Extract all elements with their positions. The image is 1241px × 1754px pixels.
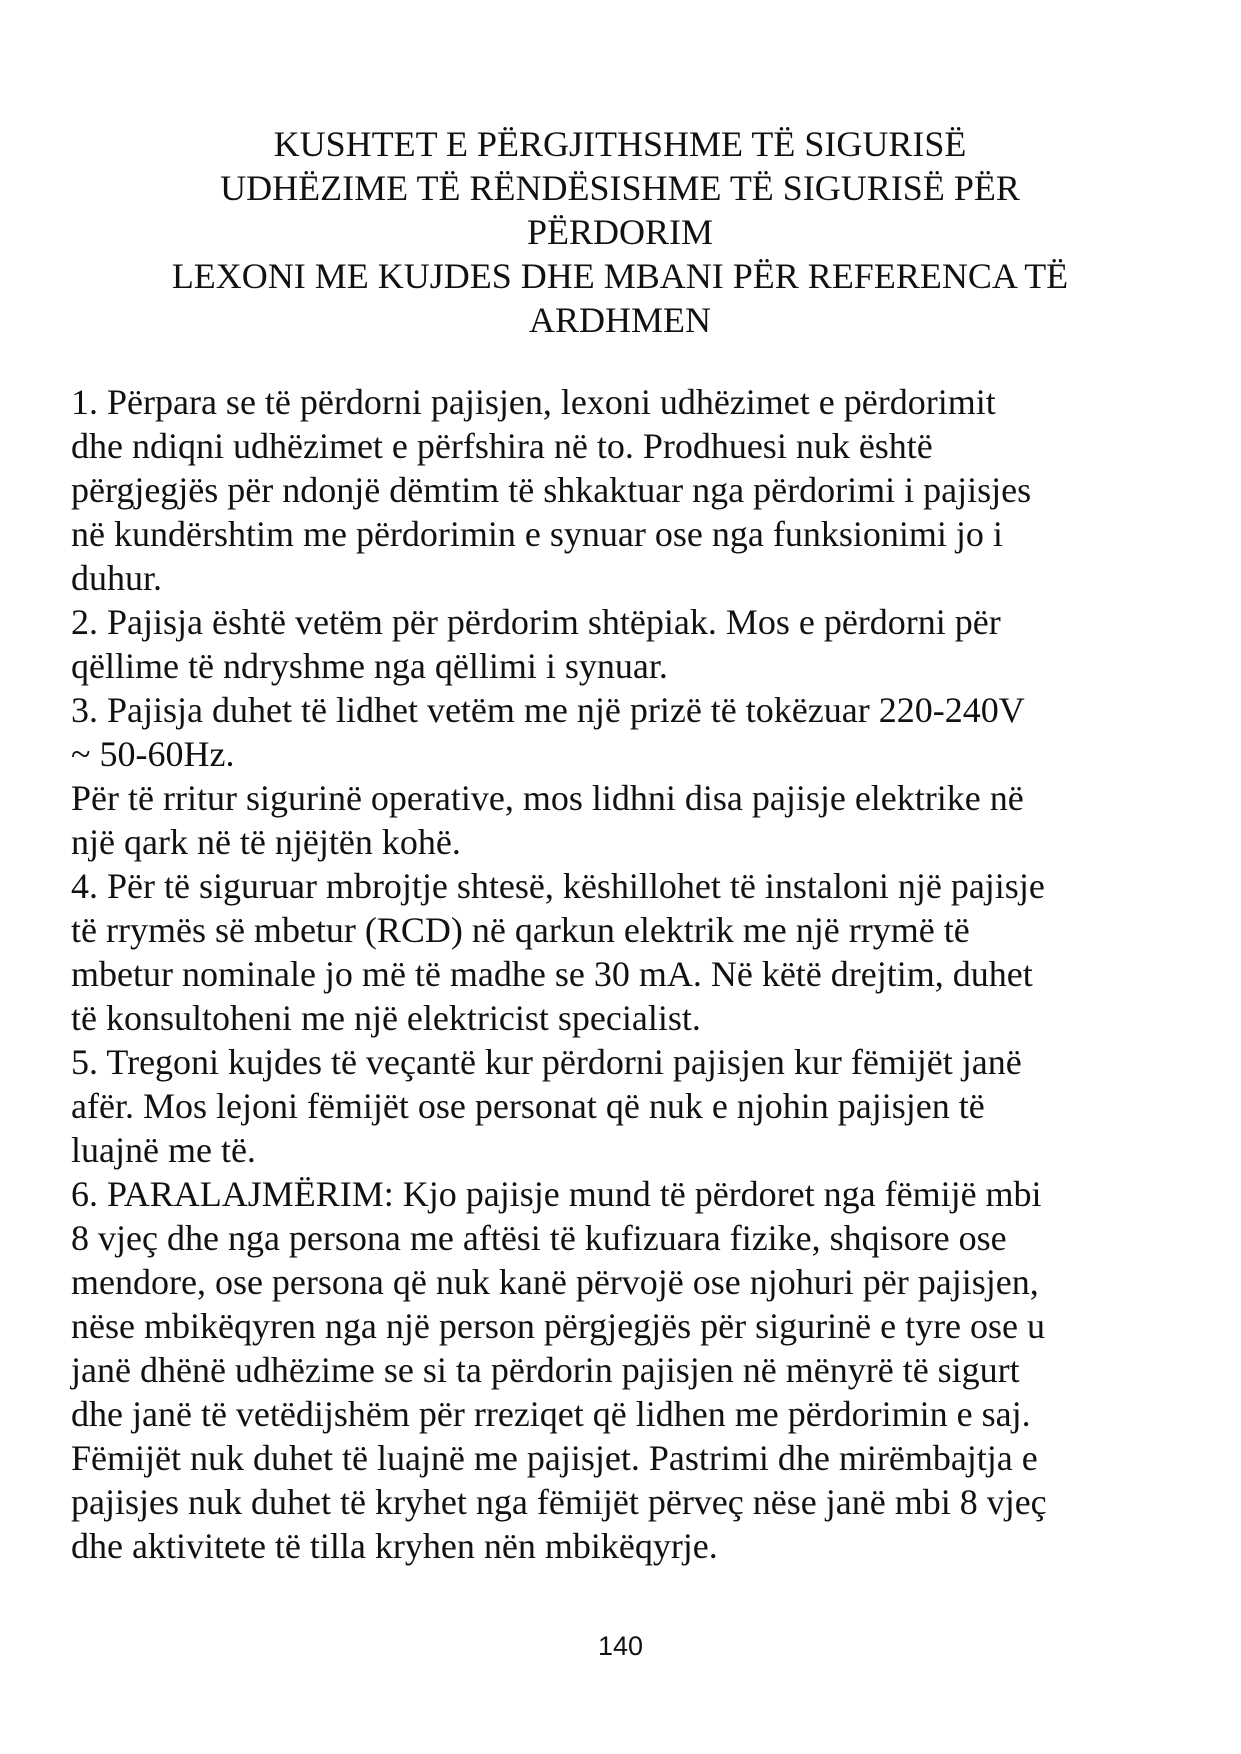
text-line: mbetur nominale jo më të madhe se 30 mA. Në këtë drejtim, duhet (71, 954, 1033, 994)
text-line: luajnë me të. (71, 1130, 256, 1170)
text-line: pajisjes nuk duhet të kryhet nga fëmijët përveç nëse janë mbi 8 vjeç (71, 1482, 1047, 1522)
text-line: 2. Pajisja është vetëm për përdorim shtëpiak. Mos e përdorni për (71, 602, 1001, 642)
heading-line: ARDHMEN (528, 300, 711, 340)
text-line: janë dhënë udhëzime se si ta përdorin pajisjen në mënyrë të sigurt (71, 1350, 1020, 1390)
text-line: Fëmijët nuk duhet të luajnë me pajisjet. Pastrimi dhe mirëmbajtja e (71, 1438, 1038, 1478)
text-line: 3. Pajisja duhet të lidhet vetëm me një prizë të tokëzuar 220-240V (71, 690, 1025, 730)
text-line: një qark në të njëjtën kohë. (71, 822, 461, 862)
text-line: dhe aktivitete të tilla kryhen nën mbikëqyrje. (71, 1526, 718, 1566)
text-line: 5. Tregoni kujdes të veçantë kur përdorni pajisjen kur fëmijët janë (71, 1042, 1022, 1082)
text-line: përgjegjës për ndonjë dëmtim të shkaktuar nga përdorimi i pajisjes (71, 470, 1032, 510)
text-line: 4. Për të siguruar mbrojtje shtesë, këshillohet të instaloni një pajisje (71, 866, 1045, 906)
text-line: afër. Mos lejoni fëmijët ose personat që nuk e njohin pajisjen të (71, 1086, 985, 1126)
text-line: të rrymës së mbetur (RCD) në qarkun elektrik me një rrymë të (71, 910, 970, 950)
page-number: 140 (597, 1631, 644, 1661)
text-line: dhe ndiqni udhëzimet e përfshira në to. Prodhuesi nuk është (71, 426, 933, 466)
safety-heading (100, 122, 1140, 342)
text-line: në kundërshtim me përdorimin e synuar ose nga funksionimi jo i (71, 514, 1003, 554)
text-line: 8 vjeç dhe nga persona me aftësi të kufizuara fizike, shqisore ose (71, 1218, 1007, 1258)
heading-line: PËRDORIM (526, 212, 714, 252)
text-line: qëllime të ndryshme nga qëllimi i synuar. (71, 646, 668, 686)
safety-instructions (71, 380, 1143, 1568)
text-line: dhe janë të vetëdijshëm për rreziqet që lidhen me përdorimin e saj. (71, 1394, 1031, 1434)
text-line: Për të rritur sigurinë operative, mos lidhni disa pajisje elektrike në (71, 778, 1024, 818)
text-line: ~ 50-60Hz. (71, 734, 235, 774)
text-line: 1. Përpara se të përdorni pajisjen, lexoni udhëzimet e përdorimit (71, 382, 996, 422)
heading-line: LEXONI ME KUJDES DHE MBANI PËR REFERENCA TË (171, 256, 1069, 296)
text-line: mendore, ose persona që nuk kanë përvojë ose njohuri për pajisjen, (71, 1262, 1039, 1302)
text-line: të konsultoheni me një elektricist specialist. (71, 998, 701, 1038)
text-line: nëse mbikëqyren nga një person përgjegjës për sigurinë e tyre ose u (71, 1306, 1046, 1346)
text-line: duhur. (71, 558, 163, 598)
heading-line: KUSHTET E PËRGJITHSHME TË SIGURISË (273, 124, 967, 164)
heading-line: UDHËZIME TË RËNDËSISHME TË SIGURISË PËR (220, 168, 1020, 208)
text-line: 6. PARALAJMËRIM: Kjo pajisje mund të përdoret nga fëmijë mbi (71, 1174, 1042, 1214)
